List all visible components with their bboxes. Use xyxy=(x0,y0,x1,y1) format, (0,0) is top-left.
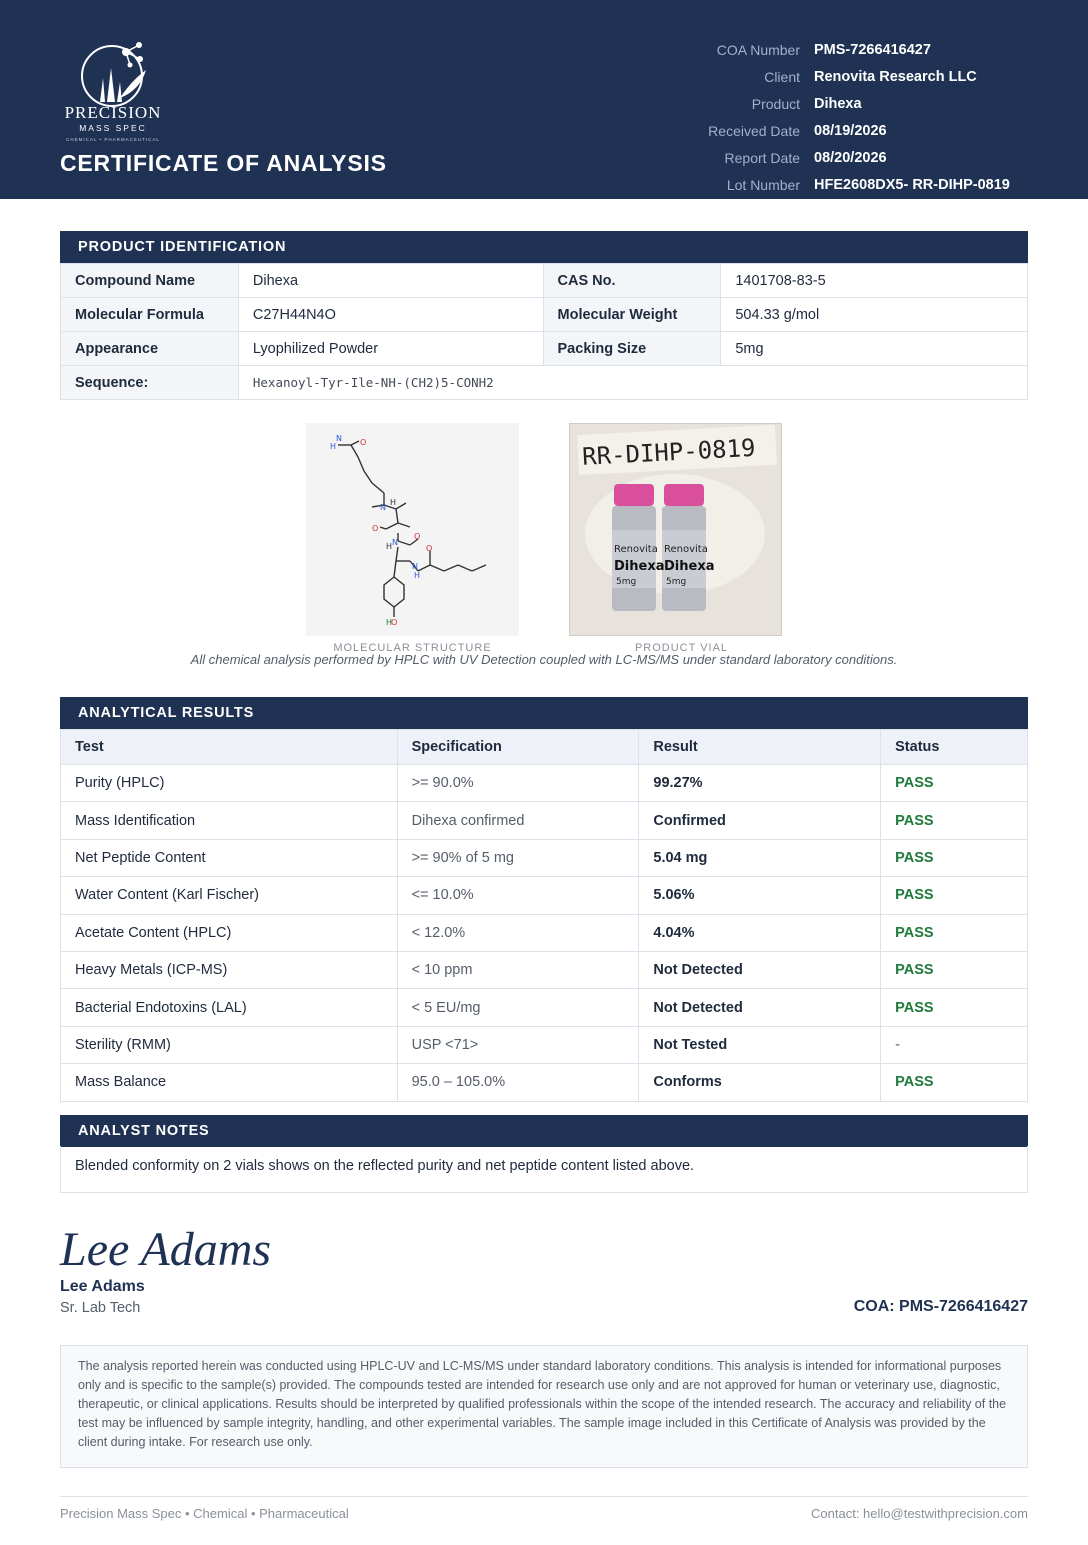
vial-dose-text: 5mg xyxy=(616,577,637,587)
test-spec: <= 10.0% xyxy=(397,877,639,914)
meta-label: COA Number xyxy=(716,41,800,58)
status-badge: PASS xyxy=(881,989,1028,1026)
compound-name-value: Dihexa xyxy=(238,264,543,298)
table-row xyxy=(61,298,1028,332)
footer-divider xyxy=(60,1496,1028,1497)
sequence-label: Sequence: xyxy=(61,366,239,400)
handwritten-signature: Lee Adams xyxy=(60,1223,272,1276)
cas-value: 1401708-83-5 xyxy=(721,264,1028,298)
vial-photo-icon xyxy=(570,424,781,635)
status-badge: PASS xyxy=(881,1064,1028,1101)
meta-row-product xyxy=(634,90,1028,117)
status-badge: PASS xyxy=(881,802,1028,839)
test-name: Purity (HPLC) xyxy=(61,765,398,802)
meta-value: PMS-7266416427 xyxy=(814,41,931,58)
test-result: Not Detected xyxy=(639,951,881,988)
table-row xyxy=(61,877,1028,914)
meta-value: Renovita Research LLC xyxy=(814,68,977,85)
method-note: All chemical analysis performed by HPLC with UV Detection coupled with LC-MS/MS under standard laboratory conditions. xyxy=(190,652,898,667)
test-spec: 95.0 – 105.0% xyxy=(397,1064,639,1101)
header-banner xyxy=(0,0,1088,199)
product-identification-table xyxy=(60,263,1028,400)
molecular-structure-image xyxy=(306,423,519,636)
test-result: Conforms xyxy=(639,1064,881,1101)
status-badge: PASS xyxy=(881,765,1028,802)
vial-product-text: Dihexa xyxy=(664,559,715,574)
test-result: Not Tested xyxy=(639,1026,881,1063)
document-title: CERTIFICATE OF ANALYSIS xyxy=(60,150,387,176)
svg-text:O: O xyxy=(414,532,421,541)
status-badge: PASS xyxy=(881,914,1028,951)
table-row xyxy=(61,839,1028,876)
meta-row-report-date xyxy=(634,144,1028,171)
svg-text:O: O xyxy=(360,438,367,447)
test-name: Net Peptide Content xyxy=(61,839,398,876)
appearance-value: Lyophilized Powder xyxy=(238,332,543,366)
vial-brand-text: Renovita xyxy=(664,544,708,555)
analytical-results-heading: ANALYTICAL RESULTS xyxy=(60,697,1028,729)
meta-label: Client xyxy=(764,68,800,85)
test-name: Bacterial Endotoxins (LAL) xyxy=(61,989,398,1026)
test-name: Mass Balance xyxy=(61,1064,398,1101)
formula-value: C27H44N4O xyxy=(238,298,543,332)
meta-row-lot-number xyxy=(634,171,1028,198)
table-row xyxy=(61,1064,1028,1101)
meta-label: Product xyxy=(751,95,800,112)
test-spec: < 10 ppm xyxy=(397,951,639,988)
test-spec: USP <71> xyxy=(397,1026,639,1063)
meta-value: 08/19/2026 xyxy=(814,122,887,139)
status-badge: PASS xyxy=(881,877,1028,914)
vial-product-text: Dihexa xyxy=(614,559,665,574)
test-result: Confirmed xyxy=(639,802,881,839)
analyst-notes-text: Blended conformity on 2 vials shows on the reflected purity and net peptide content listed above. xyxy=(60,1146,1028,1193)
test-spec: < 12.0% xyxy=(397,914,639,951)
formula-label: Molecular Formula xyxy=(61,298,239,332)
table-row xyxy=(61,802,1028,839)
test-spec: >= 90% of 5 mg xyxy=(397,839,639,876)
column-header-status: Status xyxy=(881,730,1028,765)
test-spec: >= 90.0% xyxy=(397,765,639,802)
column-header-result: Result xyxy=(639,730,881,765)
column-header-specification: Specification xyxy=(397,730,639,765)
svg-text:N: N xyxy=(380,503,386,512)
packing-label: Packing Size xyxy=(543,332,721,366)
table-header-row xyxy=(61,730,1028,765)
svg-text:O: O xyxy=(426,544,433,553)
test-name: Mass Identification xyxy=(61,802,398,839)
vial-brand-text: Renovita xyxy=(614,544,658,555)
svg-text:O: O xyxy=(372,524,379,533)
analyst-notes-heading: ANALYST NOTES xyxy=(60,1115,1028,1147)
meta-row-client xyxy=(634,63,1028,90)
svg-text:N: N xyxy=(336,434,342,443)
molecule-drawing-icon xyxy=(306,423,519,636)
status-badge: - xyxy=(881,1026,1028,1063)
molecular-structure-caption: MOLECULAR STRUCTURE xyxy=(333,642,492,654)
meta-label: Received Date xyxy=(708,122,800,139)
weight-label: Molecular Weight xyxy=(543,298,721,332)
coa-reference: COA: PMS-7266416427 xyxy=(853,1298,1028,1315)
meta-row-received-date xyxy=(634,117,1028,144)
svg-text:N: N xyxy=(392,538,398,547)
test-spec: < 5 EU/mg xyxy=(397,989,639,1026)
table-row xyxy=(61,332,1028,366)
footer-company: Precision Mass Spec • Chemical • Pharmaceutical xyxy=(60,1506,349,1521)
product-identification-heading: PRODUCT IDENTIFICATION xyxy=(60,231,1028,263)
table-row xyxy=(61,366,1028,400)
analytical-results-table xyxy=(60,729,1028,1102)
table-row xyxy=(61,989,1028,1026)
test-spec: Dihexa confirmed xyxy=(397,802,639,839)
svg-text:H: H xyxy=(386,618,393,627)
brand-tagline: CHEMICAL • PHARMACEUTICAL xyxy=(66,137,160,142)
meta-value: 08/20/2026 xyxy=(814,149,887,166)
test-result: 4.04% xyxy=(639,914,881,951)
sequence-value: Hexanoyl-Tyr-Ile-NH-(CH2)5-CONH2 xyxy=(238,366,1027,400)
disclaimer-text: The analysis reported herein was conducted using HPLC-UV and LC-MS/MS under standard laboratory conditions. This analysis is intended for informational purposes only and is specific to the sample(s) provided. The compounds tested are intended for research use only and are not approved for human or veterinary use, diagnostic, therapeutic, or clinical applications. Results should be interpreted by qualified professionals within the scope of the intended research. The accuracy and reliability of the test may be influenced by sample integrity, handling, and other experimental variables. The sample image included in this Certificate of Analysis was provided by the client during intake. For research use only. xyxy=(60,1345,1028,1468)
svg-text:H: H xyxy=(386,542,393,551)
meta-label: Report Date xyxy=(724,149,800,166)
compound-name-label: Compound Name xyxy=(61,264,239,298)
cas-label: CAS No. xyxy=(543,264,721,298)
test-result: 5.04 mg xyxy=(639,839,881,876)
test-name: Water Content (Karl Fischer) xyxy=(61,877,398,914)
brand-name: PRECISION xyxy=(64,103,162,122)
brand-subtitle: MASS SPEC xyxy=(79,123,147,133)
test-result: 5.06% xyxy=(639,877,881,914)
svg-text:H: H xyxy=(330,442,337,451)
test-name: Acetate Content (HPLC) xyxy=(61,914,398,951)
table-row xyxy=(61,264,1028,298)
test-name: Sterility (RMM) xyxy=(61,1026,398,1063)
product-vial-image xyxy=(569,423,782,636)
column-header-test: Test xyxy=(61,730,398,765)
meta-row-coa-number xyxy=(634,36,1028,63)
svg-text:N: N xyxy=(412,562,418,571)
svg-text:O: O xyxy=(391,618,398,627)
status-badge: PASS xyxy=(881,839,1028,876)
product-vial-caption: PRODUCT VIAL xyxy=(634,642,729,654)
analyst-role: Sr. Lab Tech xyxy=(60,1300,141,1316)
vial-dose-text: 5mg xyxy=(666,577,687,587)
test-result: 99.27% xyxy=(639,765,881,802)
appearance-label: Appearance xyxy=(61,332,239,366)
meta-label: Lot Number xyxy=(726,176,800,193)
table-row xyxy=(61,914,1028,951)
test-result: Not Detected xyxy=(639,989,881,1026)
test-name: Heavy Metals (ICP-MS) xyxy=(61,951,398,988)
weight-value: 504.33 g/mol xyxy=(721,298,1028,332)
meta-value: Dihexa xyxy=(814,95,862,112)
footer-contact: Contact: hello@testwithprecision.com xyxy=(811,1506,1028,1521)
table-row xyxy=(61,765,1028,802)
meta-value: HFE2608DX5- RR-DIHP-0819 xyxy=(814,176,1010,193)
table-row xyxy=(61,951,1028,988)
status-badge: PASS xyxy=(881,951,1028,988)
packing-value: 5mg xyxy=(721,332,1028,366)
table-row xyxy=(61,1026,1028,1063)
svg-text:H: H xyxy=(390,498,397,507)
vial-tag-text: RR-DIHP-0819 xyxy=(581,433,757,471)
coa-meta xyxy=(634,36,1028,198)
analyst-name: Lee Adams xyxy=(60,1278,145,1295)
svg-text:H: H xyxy=(414,571,421,580)
